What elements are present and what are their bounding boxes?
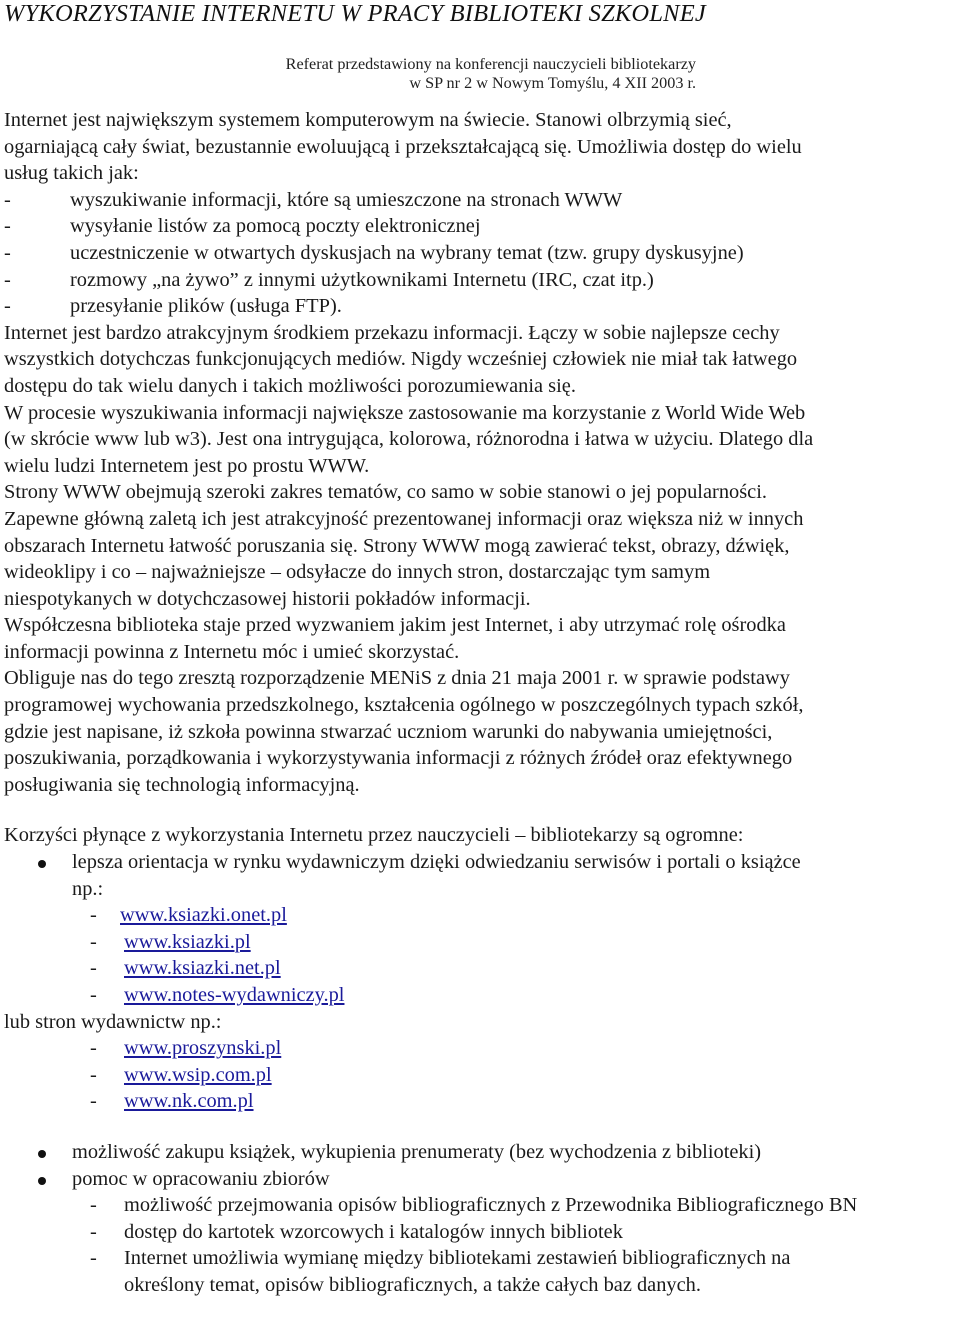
list-item-continuation: określony temat, opisów bibliograficznych, a także całych baz danych. [124, 1273, 701, 1296]
bullet-item [4, 1139, 960, 1166]
text-line: wielu ludzi Internetem jest po prostu WWW. [4, 454, 370, 477]
list-item: - wysyłanie listów za pomocą poczty elektronicznej [4, 213, 960, 240]
link-item [4, 1062, 960, 1089]
subtitle-block [4, 55, 960, 93]
text-line: W procesie wyszukiwania informacji największe zastosowanie ma korzystanie z World Wide Web [4, 401, 806, 424]
text-line: programowej wychowania przedszkolnego, kształcenia ogólnego w poszczególnych typach szkół, [4, 694, 804, 717]
dash-marker: - [90, 1090, 97, 1113]
bullet-icon [4, 1166, 72, 1193]
link-item [4, 955, 960, 982]
text-line: dostępu do tak wielu danych i takich możliwości porozumiewania się. [4, 374, 576, 397]
link-ksiazki[interactable]: www.ksiazki.pl [124, 930, 251, 953]
text-line: Internet jest największym systemem komputerowym na świecie. Stanowi olbrzymią sieć, [4, 109, 732, 131]
link-item [4, 1088, 960, 1115]
link-notes-wydawniczy[interactable]: www.notes-wydawniczy.pl [124, 984, 345, 1006]
text-line: posługiwania się technologią informacyjną. [4, 773, 360, 796]
list-item: - dostęp do kartotek wzorcowych i katalogów innych bibliotek [4, 1219, 960, 1246]
dash-marker: - [4, 188, 11, 211]
dash-marker: - [90, 984, 97, 1006]
link-proszynski[interactable]: www.proszynski.pl [124, 1037, 282, 1060]
bullet-item [4, 1166, 960, 1193]
list-item: - wyszukiwanie informacji, które są umieszczone na stronach WWW [4, 187, 960, 214]
text-line: Zapewne główną zaletą ich jest atrakcyjność prezentowanej informacji oraz większa niż w innych [4, 507, 804, 530]
sub-items-list [4, 1192, 960, 1298]
list-item: - rozmowy „na żywo” z innymi użytkownikami Internetu (IRC, czat itp.) [4, 267, 960, 294]
text-line: wideoklipy i co – najważniejsze – odsyłacze do innych stron, dostarczając tym samym [4, 561, 711, 584]
dash-marker: - [4, 268, 11, 291]
benefits-intro: Korzyści płynące z wykorzystania Internetu przez nauczycieli – bibliotekarzy są ogromne: [4, 824, 744, 847]
list-item: - możliwość przejmowania opisów bibliograficznych z Przewodnika Bibliograficznego BN [4, 1192, 960, 1219]
dash-marker: - [90, 1220, 97, 1243]
text-line: Internet jest bardzo atrakcyjnym środkiem przekazu informacji. Łączy w sobie najlepsze cechy [4, 321, 780, 344]
link-item [4, 929, 960, 956]
text-line: gdzie jest napisane, iż szkoła powinna stwarzać uczniom warunki do nabywania umiejętności, [4, 720, 773, 743]
text-line: np.: [72, 877, 104, 900]
dash-marker: - [90, 1194, 97, 1217]
publishers-intro: lub stron wydawnictw np.: [4, 1010, 222, 1033]
text-line: Strony WWW obejmują szeroki zakres tematów, co samo w sobie stanowi o jej popularności. [4, 481, 767, 504]
link-wsip[interactable]: www.wsip.com.pl [124, 1063, 272, 1086]
text-line: niespotykanych w dotychczasowej historii pokładów informacji. [4, 587, 531, 610]
bullet-item [4, 849, 960, 902]
services-list [4, 187, 960, 320]
document-title: WYKORZYSTANIE INTERNETU W PRACY BIBLIOTEKI SZKOLNEJ [4, 0, 706, 27]
text-line: poszukiwania, porządkowania i wykorzystywania informacji z różnych źródeł oraz efektywnego [4, 747, 793, 770]
text-line: Współczesna biblioteka staje przed wyzwaniem jakim jest Internet, i aby utrzymać rolę ośrodka [4, 614, 786, 637]
main-paragraphs [4, 320, 960, 799]
subtitle-line: Referat przedstawiony na konferencji nauczycieli bibliotekarzy [285, 55, 696, 73]
link-ksiazki-onet[interactable]: www.ksiazki.onet.pl [120, 904, 287, 927]
dash-marker: - [90, 957, 97, 980]
text-line: pomoc w opracowaniu zbiorów [72, 1167, 330, 1190]
text-line: obszarach Internetu łatwość poruszania się. Strony WWW mogą zawierać tekst, obrazy, dźwięk, [4, 534, 790, 557]
text-line: możliwość zakupu książek, wykupienia prenumeraty (bez wychodzenia z biblioteki) [72, 1140, 762, 1163]
link-item [4, 1035, 960, 1062]
link-item [4, 982, 960, 1009]
list-item: - Internet umożliwia wymianę między bibliotekami zestawień bibliograficznych na [4, 1245, 960, 1272]
intro-paragraph [4, 107, 960, 187]
list-item: - uczestniczenie w otwartych dyskusjach na wybrany temat (tzw. grupy dyskusyjne) [4, 240, 960, 267]
text-line: usług takich jak: [4, 162, 139, 185]
text-line: (w skrócie www lub w3). Jest ona intrygująca, kolorowa, różnorodna i łatwa w użyciu. Dlatego dla [4, 428, 814, 451]
text-line: lepsza orientacja w rynku wydawniczym dzięki odwiedzaniu serwisów i portali o książce [72, 851, 801, 874]
text-line: informacji powinna z Internetu móc i umieć skorzystać. [4, 640, 460, 663]
subtitle-line: w SP nr 2 w Nowym Tomyślu, 4 XII 2003 r. [409, 74, 696, 92]
paragraph-gap [4, 798, 960, 822]
text-line: Obliguje nas do tego zresztą rozporządzenie MENiS z dnia 21 maja 2001 r. w sprawie podstawy [4, 667, 790, 690]
paragraph-gap [4, 1115, 960, 1139]
list-item: - przesyłanie plików (usługa FTP). [4, 293, 960, 320]
dash-marker: - [90, 1037, 97, 1060]
bullet-icon [4, 1139, 72, 1166]
dash-marker: - [90, 1247, 97, 1270]
dash-marker: - [90, 930, 97, 953]
dash-marker: - [90, 904, 97, 927]
publisher-links-list [4, 1035, 960, 1115]
dash-marker: - [4, 215, 11, 238]
link-ksiazki-net[interactable]: www.ksiazki.net.pl [124, 957, 281, 980]
bullet-icon [4, 849, 72, 902]
book-links-list [4, 902, 960, 1008]
dash-marker: - [90, 1063, 97, 1086]
link-item [4, 902, 960, 929]
dash-marker: - [4, 295, 11, 318]
link-nk[interactable]: www.nk.com.pl [124, 1090, 254, 1113]
text-line: ogarniającą cały świat, bezustannie ewoluującą i przekształcającą się. Umożliwia dostęp do wielu [4, 135, 802, 158]
text-line: wszystkich dotychczas funkcjonujących mediów. Nigdy wcześniej człowiek nie miał tak łatwego [4, 348, 798, 371]
dash-marker: - [4, 241, 11, 264]
